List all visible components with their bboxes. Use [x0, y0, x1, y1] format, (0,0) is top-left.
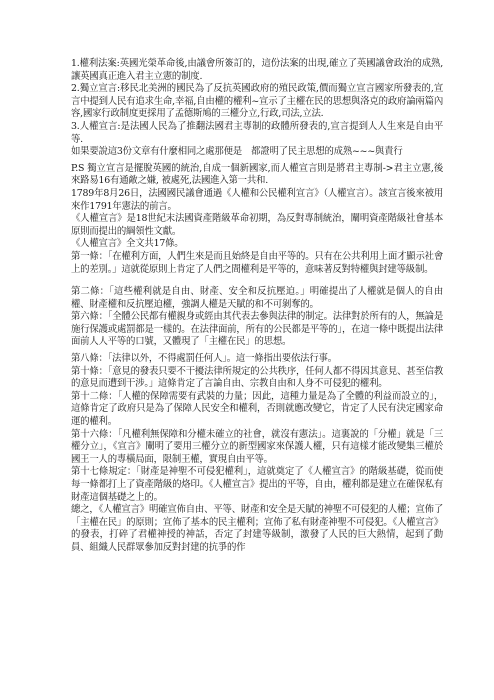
- paragraph-background: 《人權宣言》是18世紀末法國資產階級革命初期，為反對專制統治，闡明資產階級社會基本原則而提出的綱領性文獻。: [71, 213, 443, 237]
- paragraph-date: 1789年8月26日，法國國民議會通過《人權和公民權利宣言》（人權宣言）。該宣言後來被用來作1791年憲法的前言。: [71, 187, 443, 212]
- paragraph-article-8: 第八條：「法律以外，不得處罰任何人」。這一條指出要依法行事。: [71, 353, 337, 365]
- paragraph-summary: 總之，《人權宣言》明確宣佈自由、平等、財產和安全是天賦的神聖不可侵犯的人權；宣佈了「主權在民」的原則；宣佈了基本的民主權利；宣佈了私有財產神聖不可侵犯。《人權宣言》的發表，打碎了君權神授的神話，否定了封建等級制，激發了人民的巨大熱情，起到了動員、組織人民群眾參加反對封建的抗爭的作: [71, 504, 443, 553]
- document-page: [71, 58, 443, 555]
- paragraph-article-10: 第十條：「意見的發表只要不干擾法律所規定的公共秩序，任何人都不得因其意見、甚至信教的意見而遭到干涉。」這條肯定了言論自由、宗教自由和人身不可侵犯的權利。: [71, 365, 443, 390]
- paragraph-article-6: 第六條：「全體公民都有權親身或經由其代表去參與法律的制定。法律對於所有的人，無論是施行保護或處罰都是一樣的。在法律面前，所有的公民都是平等的」，在這一條中既提出法律面前人人平等的口號，又體現了「主權在民」的思想。: [71, 311, 443, 348]
- paragraph-article-16: 第十六條：「凡權利無保障和分權未確立的社會，就沒有憲法」。這裏說的「分權」就是「三權分立」，《宣言》闡明了要用三權分立的新型國家來保護人權，只有這樣才能改變集三權於國王一人的專橫局面，限制王權，實現自由平等。: [71, 428, 443, 465]
- paragraph-bill-of-rights: 1.權利法案:英國光榮革命後,由議會所簽訂的，這份法案的出現,確立了英國議會政治的成熟,讓英國真正進入君主立憲的制度.: [71, 58, 443, 82]
- paragraph-article-12: 第十二條：「人權的保障需要有武裝的力量；因此，這種力量是為了全體的利益而設立的」，這條肯定了政府只是為了保障人民安全和權利，否則就應改變它，肯定了人民有決定國家命運的權利。: [71, 390, 443, 428]
- paragraph-article-count: 《人權宣言》全文共17條。: [71, 238, 184, 250]
- paragraph-article-2: 第二條：「這些權利就是自由、財產、安全和反抗壓迫。」明確提出了人權就是個人的自由權、財產權和反抗壓迫權，強調人權是天賦的和不可剝奪的。: [71, 286, 443, 310]
- paragraph-article-1: 第一條：「在權利方面，人們生來是而且始終是自由平等的。只有在公共利用上面才顯示社會上的差別。」這就從原則上肯定了人們之間權利是平等的，意味著反對特權與封建等級制。: [71, 250, 443, 275]
- paragraph-declaration-of-independence: 2.獨立宣言:移民北美洲的國民為了反抗英國政府的殖民政策,價而獨立宣言國家所發表的,宣言中提到人民有追求生命,幸福,自由權的權利~宣示了主權在民的思想與洛克的政府論兩篇內容,國家行政制度更採用了孟德斯鳩的三權分立,行政,司法,立法.: [71, 83, 443, 120]
- paragraph-article-17: 第十七條規定：「財產是神聖不可侵犯權利」，這就奠定了《人權宣言》的階級基礎，從而使每一條都打上了資產階級的烙印。《人權宣言》提出的平等，自由，權利都是建立在確保私有財產這個基礎之上的。: [71, 466, 443, 503]
- paragraph-ps-note: P.S 獨立宣言是擺脫英國的統治,自成一個新國家,而人權宣言則是將君主專制->君主立憲,後來路易16有通敵之嫌, 被處死,法國進入第一共和.: [71, 162, 443, 187]
- paragraph-comparison: 如果要說這3份文章有什麼相同之處那便是 都證明了民主思想的成熟~~~與責行: [71, 146, 403, 158]
- paragraph-declaration-of-rights: 3.人權宣言:是法國人民為了推翻法國君主專制的政體所發表的,宣言提到人人生來是自由平等.: [71, 120, 443, 145]
